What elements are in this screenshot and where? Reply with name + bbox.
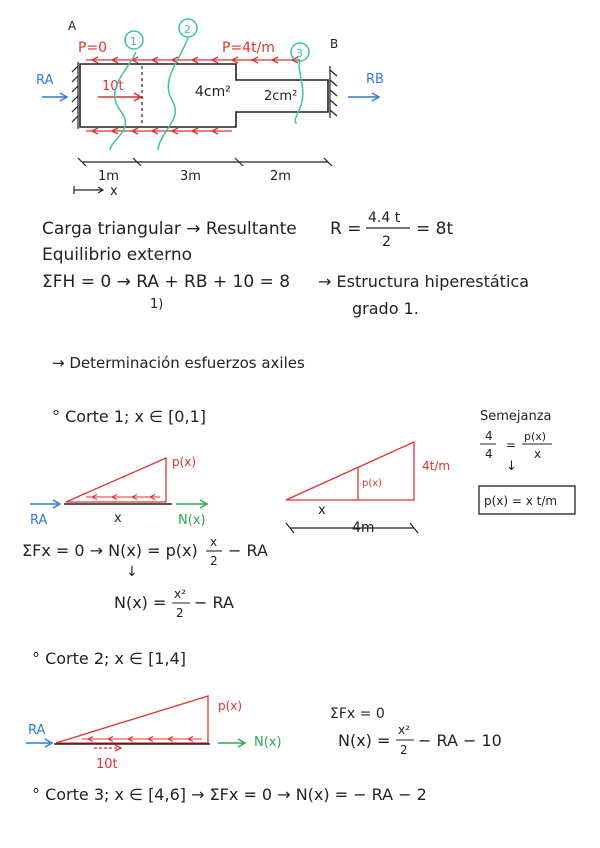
corte2-title: ° Corte 2; x ∈ [1,4] (32, 649, 186, 668)
label-area-left: 4cm² (195, 84, 231, 100)
label-ra: RA (36, 73, 54, 88)
eq-line2: Equilibrio externo (42, 245, 192, 265)
similar-title: Semejanza (480, 409, 552, 424)
label-p0: P=0 (78, 40, 108, 56)
eq-line3-note: 1) (150, 297, 164, 312)
eq-line1-r: R = (330, 219, 362, 239)
corte1-eq2: N(x) = (114, 593, 167, 612)
corte2-eq2-tail: − RA − 10 (418, 731, 502, 750)
similar-px: p(x) (362, 478, 383, 489)
corte2-eq1: ΣFx = 0 (330, 706, 385, 722)
bar-diagram (36, 19, 384, 199)
dim-3m: 3m (180, 169, 201, 184)
dim-2m: 2m (270, 169, 291, 184)
corte1-eq2-tail: − RA (194, 593, 234, 612)
corte2-block (26, 649, 502, 772)
corte2-nx-arrow (218, 739, 245, 747)
eq-line1-result: = 8t (416, 219, 454, 239)
label-area-right: 2cm² (264, 89, 298, 104)
corte1-eq2-num: x² (174, 587, 186, 601)
corte2-ra-arrow (26, 739, 52, 747)
equilibrium-block (42, 210, 529, 318)
corte2-force-arrow (94, 745, 121, 751)
corte1-px: p(x) (172, 455, 197, 469)
eq-line4: grado 1. (352, 299, 419, 318)
label-p4: P=4t/m (222, 40, 275, 56)
section-axial-title: → Determinación esfuerzos axiles (52, 354, 305, 372)
cut-2-label: 2 (184, 23, 191, 36)
corte3-title: ° Corte 3; x ∈ [4,6] → ΣFx = 0 → N(x) = − RA − 2 (32, 785, 427, 804)
corte1-eq1-tail: − RA (228, 541, 268, 560)
cut-3-label: 3 (296, 47, 303, 60)
similar-lhs-den: 4 (485, 447, 493, 461)
corte1-title: ° Corte 1; x ∈ [0,1] (52, 407, 206, 426)
similar-x: x (318, 503, 326, 518)
similar-eq: = (506, 438, 517, 452)
similar-lhs-num: 4 (485, 429, 493, 443)
corte1-arrow-down: ↓ (126, 564, 138, 580)
corte2-triangle (56, 696, 208, 743)
eq-line3-left: ΣFH = 0 → RA + RB + 10 = 8 (42, 272, 291, 292)
label-rb: RB (366, 72, 384, 87)
similar-result: p(x) = x t/m (484, 494, 558, 508)
similar-rhs-den: x (534, 447, 542, 461)
left-support (72, 62, 78, 129)
label-10t: 10t (102, 79, 124, 94)
corte1-ra-arrow (30, 500, 60, 508)
corte1-nx: N(x) (178, 513, 206, 528)
x-axis-arrow (74, 186, 103, 194)
corte1-x: x (114, 511, 122, 526)
similar-arrow-down: ↓ (506, 459, 517, 474)
similar-4tm: 4t/m (422, 459, 451, 473)
cut-1-label: 1 (130, 35, 137, 48)
dimension-line (78, 158, 332, 166)
corte2-ra: RA (28, 723, 46, 738)
similar-rhs-num: p(x) (524, 430, 547, 443)
corte1-block (22, 407, 268, 620)
eq-line1-den: 2 (382, 234, 391, 250)
label-a: A (68, 19, 77, 33)
corte1-eq1-num: x (210, 535, 218, 549)
right-support (330, 66, 337, 118)
similar-triangle (286, 442, 414, 500)
corte2-eq2-num: x² (398, 723, 410, 737)
eq-line1-prefix: Carga triangular → Resultante (42, 219, 297, 239)
corte2-eq2: N(x) = (338, 731, 391, 750)
eq-line3-right: → Estructura hiperestática (318, 272, 529, 291)
corte1-ra: RA (30, 513, 48, 528)
top-load-arrows (86, 57, 300, 63)
label-b: B (330, 37, 339, 51)
similar-4m: 4m (352, 520, 375, 536)
corte2-nx: N(x) (254, 735, 282, 750)
x-axis-label: x (110, 184, 118, 199)
corte2-eq2-den: 2 (400, 743, 408, 757)
corte1-load-arrows (86, 495, 160, 500)
corte2-px: p(x) (218, 699, 243, 713)
corte2-load-arrows (82, 737, 202, 742)
eq-line1-num: 4.4 t (368, 210, 401, 226)
bottom-load-arrows (86, 128, 232, 134)
dim-1m: 1m (98, 169, 119, 184)
force-10t-arrow (98, 93, 141, 101)
corte1-eq1-den: 2 (210, 554, 218, 568)
corte1-eq2-den: 2 (176, 606, 184, 620)
corte1-eq1: ΣFx = 0 → N(x) = p(x) (22, 541, 198, 560)
corte2-force: 10t (96, 757, 118, 772)
corte1-nx-arrow (176, 500, 207, 508)
ra-arrow (42, 93, 67, 101)
similarity-block (286, 409, 575, 536)
rb-arrow (348, 93, 379, 101)
